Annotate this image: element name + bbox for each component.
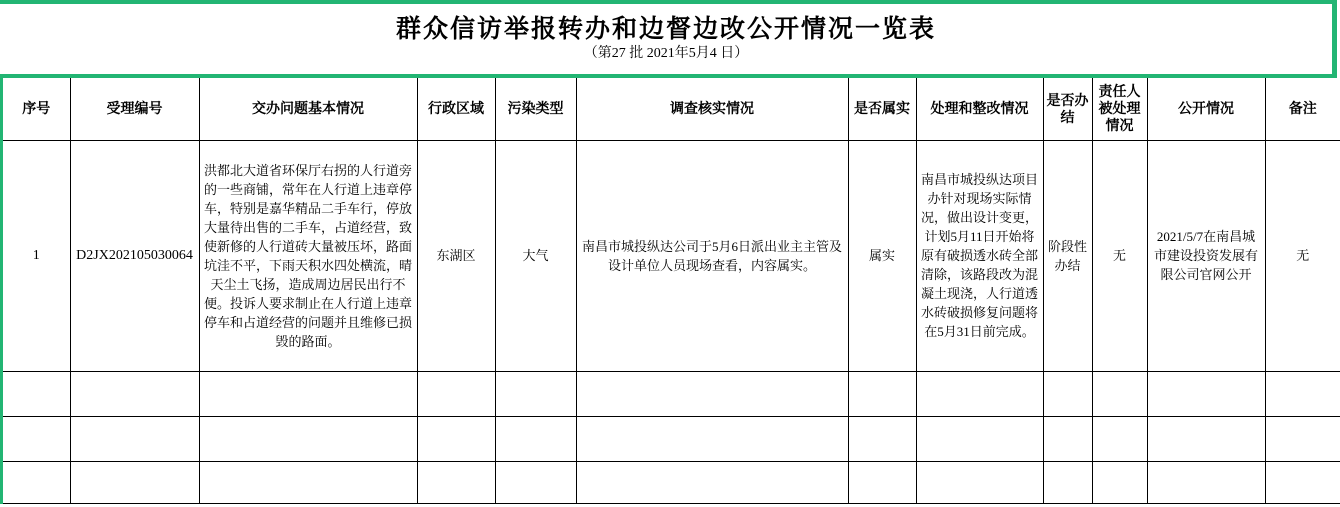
cell-problem-details: 洪都北大道省环保厅右拐的人行道旁的一些商铺，常年在人行道上违章停车，特别是嘉华精品二手车行，停放大量待出售的二手车，占道经营，致使新修的人行道砖大量被压坏，路面坑洼不平，下雨天积水四处横流，晴天尘土飞扬，造成周边居民出行不便。投诉人要求制止在人行道上违章停车和占道经营的问题并且维修已损毁的路面。 <box>199 140 417 371</box>
empty-cell <box>848 416 916 461</box>
header-cell-pollution-type: 污染类型 <box>495 78 576 140</box>
header-cell-responsible-person: 责任人被处理情况 <box>1092 78 1147 140</box>
empty-cell <box>70 416 199 461</box>
empty-cell <box>199 461 417 503</box>
empty-cell <box>576 461 848 503</box>
empty-cell <box>417 461 495 503</box>
page-subtitle: （第27 批 2021年5月4 日） <box>583 46 749 61</box>
empty-cell <box>1147 416 1265 461</box>
table-row-empty <box>3 416 1340 461</box>
empty-cell <box>199 371 417 416</box>
cell-remarks: 无 <box>1265 140 1340 371</box>
empty-cell <box>1265 371 1340 416</box>
empty-cell <box>848 371 916 416</box>
empty-cell <box>495 461 576 503</box>
header-cell-investigation: 调查核实情况 <box>576 78 848 140</box>
empty-cell <box>1147 461 1265 503</box>
empty-cell <box>1265 461 1340 503</box>
cell-serial-number: 1 <box>3 140 70 371</box>
cell-verified: 属实 <box>848 140 916 371</box>
report-table <box>3 78 1340 504</box>
header-cell-acceptance-number: 受理编号 <box>70 78 199 140</box>
table-header-row <box>3 78 1340 140</box>
empty-cell <box>417 416 495 461</box>
empty-cell <box>848 461 916 503</box>
header-cell-verified: 是否属实 <box>848 78 916 140</box>
header-cell-remarks: 备注 <box>1265 78 1340 140</box>
header-cell-completion: 是否办结 <box>1043 78 1092 140</box>
cell-acceptance-number: D2JX202105030064 <box>70 140 199 371</box>
header-cell-handling-rectification: 处理和整改情况 <box>916 78 1043 140</box>
cell-responsible-person: 无 <box>1092 140 1147 371</box>
empty-cell <box>417 371 495 416</box>
page-title: 群众信访举报转办和边督边改公开情况一览表 <box>395 16 936 43</box>
empty-cell <box>3 416 70 461</box>
empty-cell <box>199 416 417 461</box>
empty-cell <box>576 416 848 461</box>
report-table-container <box>0 78 1340 504</box>
empty-cell <box>1043 461 1092 503</box>
empty-cell <box>916 371 1043 416</box>
cell-handling-rectification: 南昌市城投纵达项目办针对现场实际情况，做出设计变更，计划5月11日开始将原有破损透水砖全部清除，该路段改为混凝土现浇，人行道透水砖破损修复问题将在5月31日前完成。 <box>916 140 1043 371</box>
header-cell-serial-number: 序号 <box>3 78 70 140</box>
empty-cell <box>916 416 1043 461</box>
header-cell-region: 行政区域 <box>417 78 495 140</box>
cell-investigation: 南昌市城投纵达公司于5月6日派出业主主管及设计单位人员现场查看，内容属实。 <box>576 140 848 371</box>
report-title-block <box>0 0 1337 78</box>
empty-cell <box>70 461 199 503</box>
empty-cell <box>70 371 199 416</box>
cell-region: 东湖区 <box>417 140 495 371</box>
empty-cell <box>3 371 70 416</box>
table-row-empty <box>3 461 1340 503</box>
cell-disclosure: 2021/5/7在南昌城市建设投资发展有限公司官网公开 <box>1147 140 1265 371</box>
empty-cell <box>1147 371 1265 416</box>
empty-cell <box>1265 416 1340 461</box>
header-cell-problem-details: 交办问题基本情况 <box>199 78 417 140</box>
empty-cell <box>916 461 1043 503</box>
empty-cell <box>1092 461 1147 503</box>
empty-cell <box>1043 371 1092 416</box>
empty-cell <box>1043 416 1092 461</box>
table-row <box>3 140 1340 371</box>
empty-cell <box>3 461 70 503</box>
empty-cell <box>1092 416 1147 461</box>
table-row-empty <box>3 371 1340 416</box>
empty-cell <box>495 371 576 416</box>
header-cell-disclosure: 公开情况 <box>1147 78 1265 140</box>
empty-cell <box>576 371 848 416</box>
cell-pollution-type: 大气 <box>495 140 576 371</box>
empty-cell <box>1092 371 1147 416</box>
cell-completion: 阶段性办结 <box>1043 140 1092 371</box>
empty-cell <box>495 416 576 461</box>
